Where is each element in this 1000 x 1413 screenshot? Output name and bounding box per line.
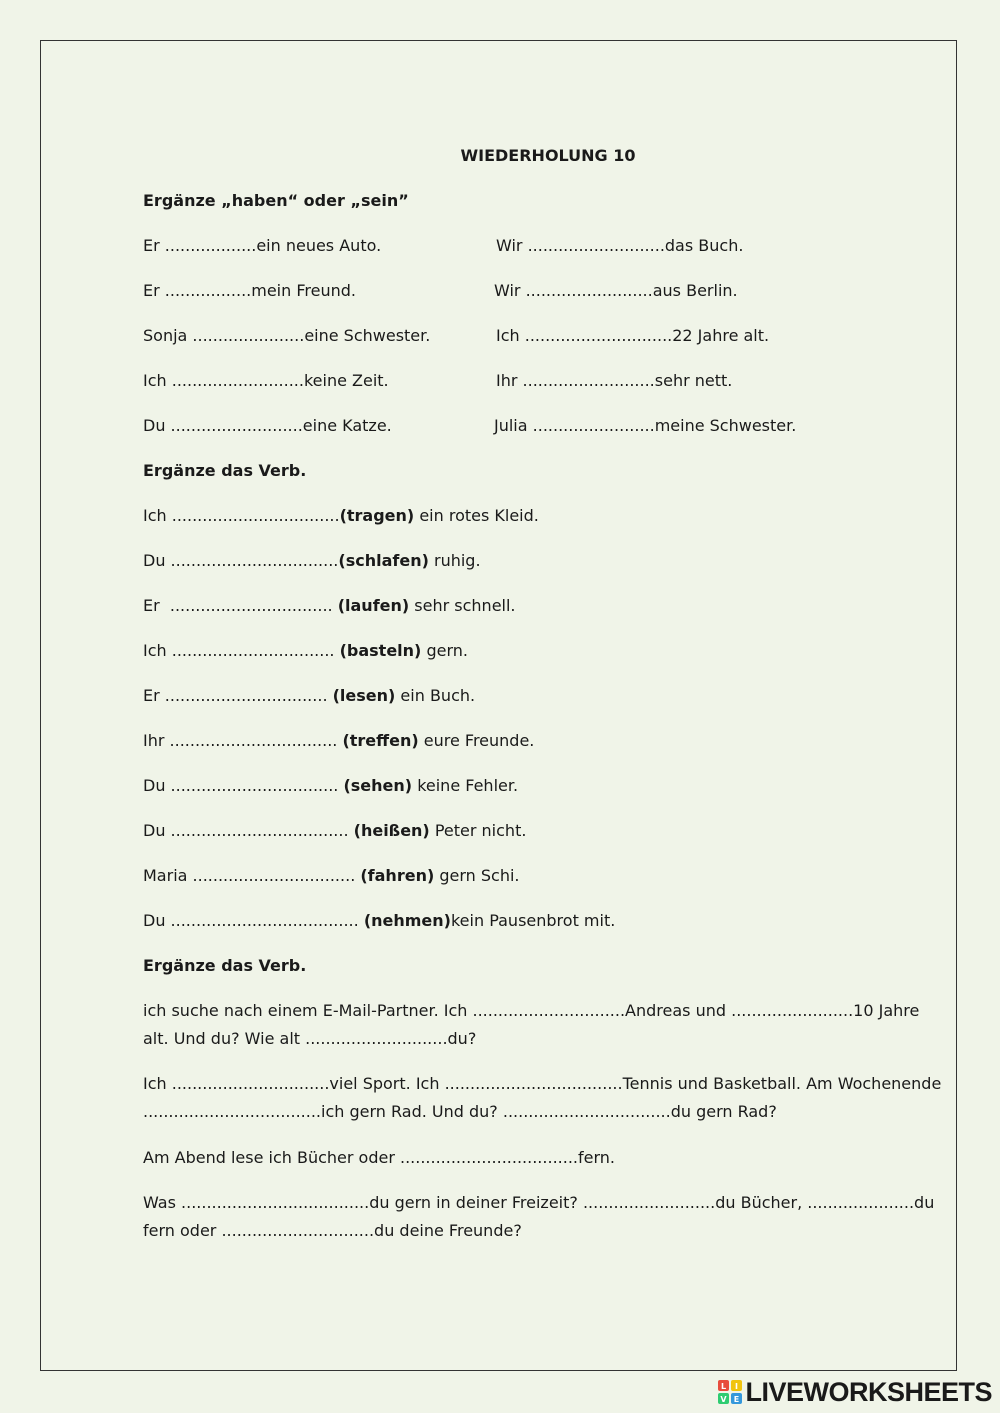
line-blank: Du ................................. (143, 776, 344, 795)
line-blank: Er ................................ (143, 686, 333, 705)
verb-hint: (laufen) (337, 596, 410, 615)
verb-exercise-line (143, 911, 615, 930)
verb-exercise-line (143, 686, 475, 705)
line-rest: ein rotes Kleid. (414, 506, 539, 525)
verb-exercise-line (143, 641, 468, 660)
line-rest: ein Buch. (395, 686, 476, 705)
exercise-line: Er .................mein Freund. (143, 281, 356, 300)
liveworksheets-logo-icon (717, 1379, 743, 1405)
line-blank: Du ................................. (143, 551, 339, 570)
exercise-line: Ich ..........................keine Zeit. (143, 371, 389, 390)
line-rest: gern Schi. (434, 866, 520, 885)
verb-exercise-line (143, 731, 534, 750)
line-blank: Ihr ................................. (143, 731, 343, 750)
line-blank: Du ................................... (143, 821, 354, 840)
verb-exercise-line (143, 866, 520, 885)
section2-heading: Ergänze das Verb. (143, 461, 307, 480)
svg-text:L: L (721, 1382, 727, 1391)
verb-exercise-line (143, 821, 526, 840)
svg-text:E: E (734, 1395, 740, 1404)
line-rest: keine Fehler. (412, 776, 519, 795)
line-rest: eure Freunde. (418, 731, 535, 750)
exercise-line: Wir ...........................das Buch. (496, 236, 744, 255)
verb-hint: (lesen) (332, 686, 396, 705)
verb-exercise-line (143, 551, 481, 570)
verb-hint: (basteln) (339, 641, 422, 660)
verb-hint: (sehen) (343, 776, 413, 795)
verb-hint: (heißen) (353, 821, 430, 840)
liveworksheets-logo[interactable] (717, 1377, 992, 1407)
line-blank: Er ................................ (143, 596, 338, 615)
line-rest: kein Pausenbrot mit. (450, 911, 616, 930)
line-rest: gern. (421, 641, 468, 660)
section1-heading: Ergänze „haben“ oder „sein” (143, 191, 409, 210)
section3-heading: Ergänze das Verb. (143, 956, 307, 975)
line-rest: sehr schnell. (409, 596, 516, 615)
exercise-line: Ihr ..........................sehr nett. (496, 371, 733, 390)
exercise-line: Wir .........................aus Berlin. (494, 281, 738, 300)
exercise-line: Julia ........................meine Schwester. (494, 416, 797, 435)
svg-text:I: I (735, 1382, 739, 1391)
text-paragraph: Was .....................................du gern in deiner Freizeit? ..........................du Bücher, .....................du fern oder ..............................du deine Freunde? (143, 1193, 935, 1240)
text-paragraph: ich suche nach einem E-Mail-Partner. Ich ..............................Andreas und ........................10 Jahre alt. Und du? Wie alt ............................du? (143, 1001, 920, 1048)
verb-hint: (schlafen) (338, 551, 429, 570)
line-blank: Du ..................................... (143, 911, 364, 930)
line-blank: Ich ................................. (143, 506, 340, 525)
text-paragraph: Am Abend lese ich Bücher oder ...................................fern. (143, 1148, 615, 1167)
exercise-line: Ich .............................22 Jahre alt. (496, 326, 770, 345)
verb-exercise-line (143, 596, 516, 615)
verb-hint: (fahren) (360, 866, 435, 885)
exercise-line: Du ..........................eine Katze. (143, 416, 392, 435)
line-blank: Ich ................................ (143, 641, 340, 660)
exercise-line: Er ..................ein neues Auto. (143, 236, 382, 255)
line-rest: Peter nicht. (429, 821, 527, 840)
verb-hint: (nehmen) (363, 911, 451, 930)
verb-exercise-line (143, 776, 518, 795)
exercise-line: Sonja ......................eine Schwester. (143, 326, 431, 345)
svg-text:V: V (720, 1395, 728, 1404)
worksheet-title: WIEDERHOLUNG 10 (460, 146, 636, 165)
text-paragraph: Ich ...............................viel Sport. Ich ...................................Tennis und Basketball. Am Wochenende ...................................ich gern Rad. Und du? .................................du gern Rad? (143, 1074, 942, 1121)
line-rest: ruhig. (428, 551, 481, 570)
logo-text: LIVEWORKSHEETS (745, 1376, 992, 1407)
verb-hint: (treffen) (342, 731, 419, 750)
line-blank: Maria ................................ (143, 866, 361, 885)
verb-exercise-line (143, 506, 539, 525)
verb-hint: (tragen) (339, 506, 415, 525)
